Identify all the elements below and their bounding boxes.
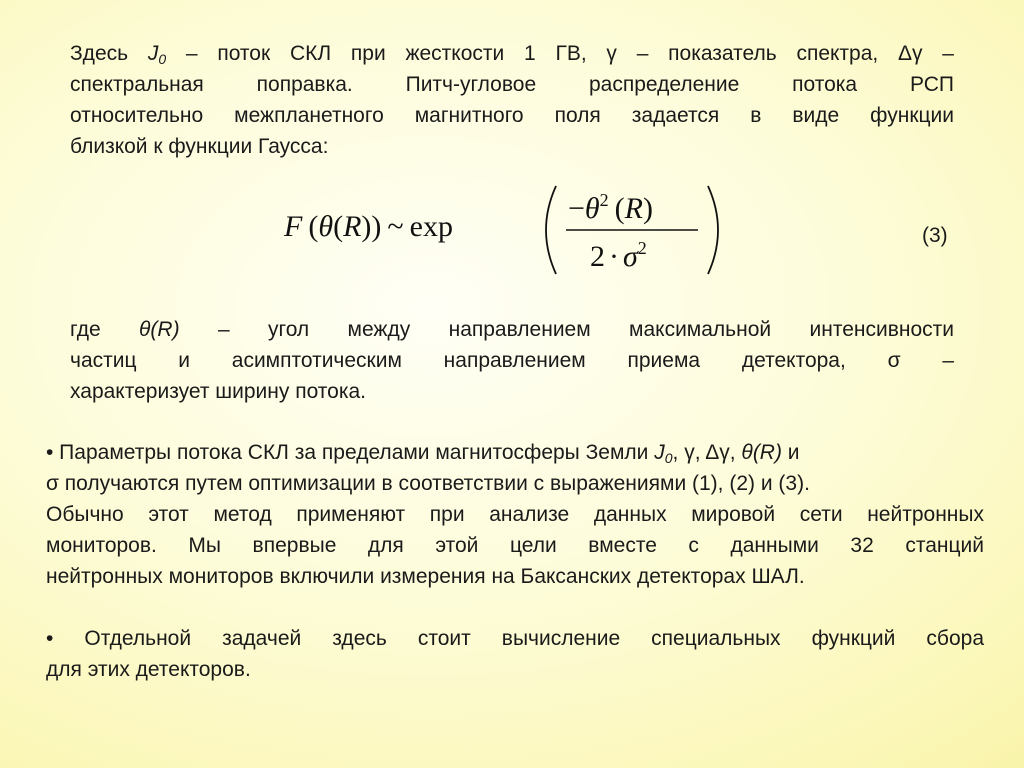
bullet1-line-3: Обычно этот метод применяют при анализе данных мировой сети нейтронных bbox=[46, 503, 984, 526]
intro-line-4: близкой к функции Гаусса: bbox=[70, 135, 329, 158]
intro-line-2: спектральная поправка. Питч-угловое распределение потока РСП bbox=[70, 73, 954, 96]
bullet1-line-2: σ получаются путем оптимизации в соответствии с выражениями (1), (2) и (3). bbox=[46, 472, 810, 495]
formula-numerator: $-\theta^2$ (R) bbox=[568, 190, 653, 225]
bullet-parameters bbox=[46, 437, 984, 592]
bullet2-line-2: для этих детекторов. bbox=[46, 658, 251, 681]
text-fragment: Здесь bbox=[70, 42, 148, 65]
intro-line-3: относительно межпланетного магнитного поля задается в виде функции bbox=[70, 104, 954, 127]
bullet1-line-5: нейтронных мониторов включили измерения на Баксанских детекторах ШАЛ. bbox=[46, 565, 805, 588]
formula-denominator: $2 \cdot \sigma^2$ bbox=[590, 238, 647, 273]
equation-number: (3) bbox=[922, 224, 948, 247]
bullet2-line-1: • Отдельной задачей здесь стоит вычисление специальных функций сбора bbox=[46, 627, 984, 650]
text-fragment: , γ, Δγ, bbox=[672, 441, 742, 464]
definition-paragraph bbox=[70, 314, 954, 407]
symbol-theta: θ(R) bbox=[139, 318, 180, 341]
symbol-theta: θ(R) bbox=[741, 441, 782, 464]
symbol-j-subscript: 0 bbox=[664, 450, 673, 466]
definition-line-2: частиц и асимптотическим направлением приема детектора, σ – bbox=[70, 349, 954, 372]
text-fragment: и bbox=[781, 441, 800, 464]
bullet1-line-4: мониторов. Мы впервые для этой цели вместе с данными 32 станций bbox=[46, 534, 984, 557]
bullet1-line-1 bbox=[46, 437, 984, 468]
left-paren bbox=[546, 186, 556, 274]
right-paren bbox=[708, 186, 718, 274]
definition-line-3: характеризует ширину потока. bbox=[70, 380, 367, 403]
gaussian-formula bbox=[284, 180, 724, 280]
formula-lhs: F (θ(R)) ~ exp bbox=[284, 210, 453, 243]
symbol-j: J bbox=[147, 42, 159, 65]
text-fragment: • Параметры потока СКЛ за пределами магнитосферы Земли bbox=[46, 441, 655, 464]
intro-paragraph bbox=[70, 38, 954, 162]
text-fragment: где bbox=[70, 318, 140, 341]
intro-line-1 bbox=[70, 38, 954, 69]
symbol-j: J bbox=[654, 441, 665, 464]
definition-line-1 bbox=[70, 314, 954, 345]
text-fragment: – угол между направлением максимальной интенсивности bbox=[179, 318, 955, 341]
symbol-j-subscript: 0 bbox=[158, 51, 167, 67]
text-fragment: – поток СКЛ при жесткости 1 ГВ, γ – показатель спектра, Δγ – bbox=[166, 42, 954, 65]
bullet-collection-functions bbox=[46, 623, 984, 685]
